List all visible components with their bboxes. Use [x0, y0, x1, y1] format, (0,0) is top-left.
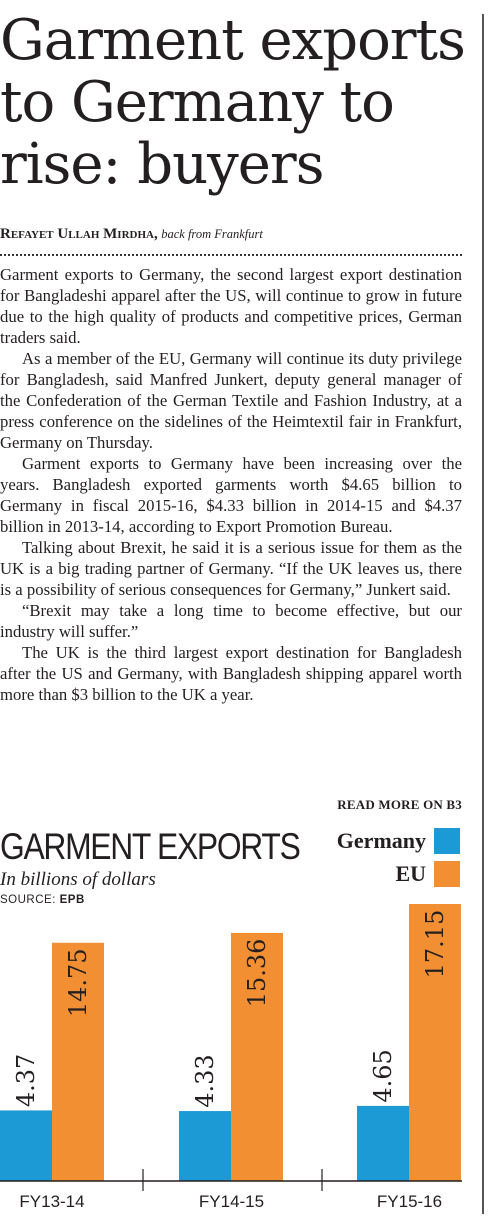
legend-swatch-eu: [434, 861, 460, 887]
article-paragraph: Garment exports to Germany have been increasing over the years. Bangladesh exported garments worth $4.65 billion to Germany in fiscal 2015-16, $4.33 billion in 2014-15 and $4.37 billion in 2013-14, according to Export Promotion Bureau.: [0, 454, 462, 536]
value-label-eu-fy14-15: 15.36: [243, 938, 271, 1008]
value-label-germany-fy15-16: 4.65: [369, 1049, 397, 1103]
article-paragraph: “Brexit may take a long time to become effective, but our industry will suffer.”: [0, 601, 462, 641]
legend-label-germany: Germany: [336, 828, 426, 853]
value-label-germany-fy14-15: 4.33: [191, 1054, 219, 1108]
byline: [0, 226, 263, 243]
bar-germany-fy15-16: [357, 1106, 409, 1181]
bar-germany-fy13-14: [0, 1110, 52, 1181]
value-label-eu-fy13-14: 14.75: [64, 948, 92, 1018]
legend-item-eu: [395, 861, 460, 887]
read-more-link[interactable]: READ MORE ON B3: [337, 797, 462, 812]
byline-dateline: back from Frankfurt: [161, 227, 263, 241]
category-label-fy13-14: FY13-14: [19, 1192, 85, 1211]
source-label: SOURCE:: [0, 894, 56, 906]
article-paragraph: Garment exports to Germany, the second largest export destination for Bangladeshi apparel after the US, will continue to grow in future due to the high quality of products and competitive prices, German traders said.: [0, 265, 462, 347]
bar-chart: [0, 900, 480, 1221]
chart-title: GARMENT EXPORTS: [0, 826, 300, 867]
byline-author: Refayet Ullah Mirdha,: [0, 226, 158, 242]
category-label-fy14-15: FY14-15: [198, 1192, 265, 1211]
legend-swatch-germany: [434, 828, 460, 854]
headline: Garment exports to Germany to rise: buyers: [0, 8, 465, 197]
article-paragraph: The UK is the third largest export destination for Bangladesh after the US and Germany, with Bangladesh shipping apparel worth more than $3 billion to the UK a year.: [0, 643, 462, 704]
dotted-divider: [0, 254, 462, 256]
category-label-fy15-16: FY15-16: [376, 1192, 443, 1211]
value-label-eu-fy15-16: 17.15: [421, 909, 449, 979]
article-paragraph: As a member of the EU, Germany will continue its duty privilege for Bangladesh, said Manfred Junkert, deputy general manager of the Confederation of the German Textile and Fashion Industry, at a press conference on the sidelines of the Heimtextil fair in Frankfurt, Germany on Thursday.: [0, 349, 462, 452]
chart-subtitle: In billions of dollars: [0, 869, 156, 890]
legend-item-germany: [337, 828, 460, 854]
value-label-germany-fy13-14: 4.37: [12, 1053, 40, 1108]
source-value: EPB: [59, 894, 85, 906]
legend-label-eu: EU: [395, 861, 426, 886]
article-body: [0, 264, 462, 705]
column-rule: [482, 14, 484, 1214]
article-paragraph: Talking about Brexit, he said it is a serious issue for them as the UK is a big trading partner of Germany. “If the UK leaves us, there is a possibility of serious consequences for Germany,” Junkert said.: [0, 538, 462, 599]
bar-germany-fy14-15: [179, 1111, 231, 1181]
